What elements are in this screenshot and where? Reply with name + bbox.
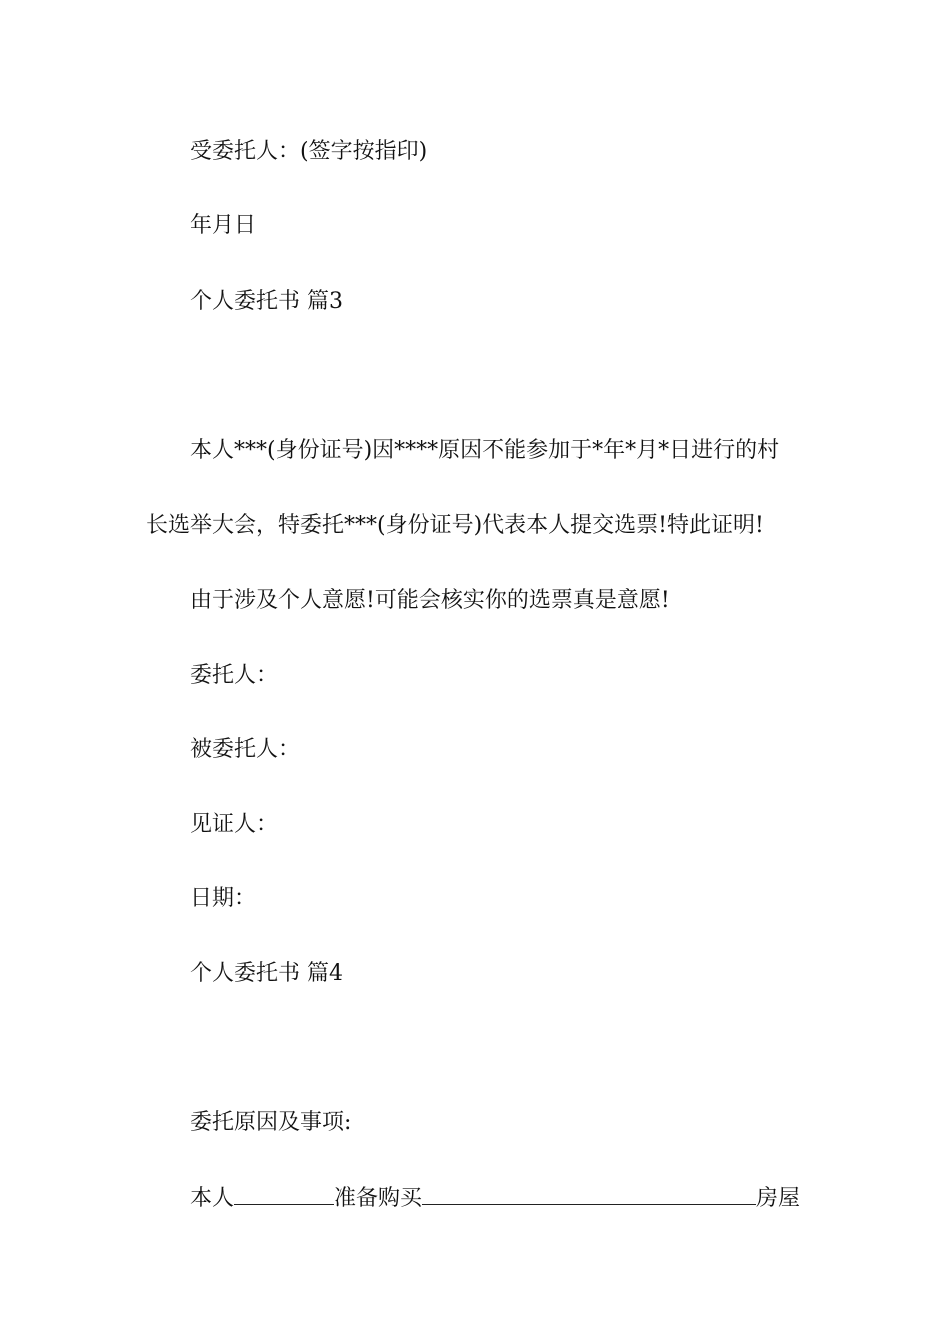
paragraph-line-2: 长选举大会，特委托***(身份证号)代表本人提交选票!特此证明!: [146, 513, 764, 538]
purchase-text-3: 房屋: [756, 1186, 801, 1211]
paragraph-line-1: 本人***(身份证号)因****原因不能参加于*年*月*日进行的村: [190, 438, 780, 463]
reason-heading: 委托原因及事项:: [190, 1110, 352, 1135]
entrusted-label: 被委托人：: [190, 737, 301, 762]
date-label: 日期：: [190, 886, 257, 911]
entruster-label: 委托人：: [190, 663, 279, 688]
purchase-line: [190, 1182, 800, 1214]
section-heading-3: 个人委托书 篇3: [190, 289, 343, 314]
entrustee-signature-line: 受委托人：(签字按指印): [190, 139, 428, 164]
note-line: 由于涉及个人意愿!可能会核实你的选票真是意愿!: [190, 588, 670, 613]
name-blank-field[interactable]: [234, 1182, 334, 1205]
date-ymd-line: 年月日: [190, 213, 257, 238]
purchase-text-2: 准备购买: [334, 1186, 423, 1211]
section-heading-4: 个人委托书 篇4: [190, 961, 343, 986]
property-blank-field[interactable]: [422, 1182, 756, 1205]
purchase-text-1: 本人: [190, 1186, 235, 1211]
witness-label: 见证人：: [190, 812, 279, 837]
